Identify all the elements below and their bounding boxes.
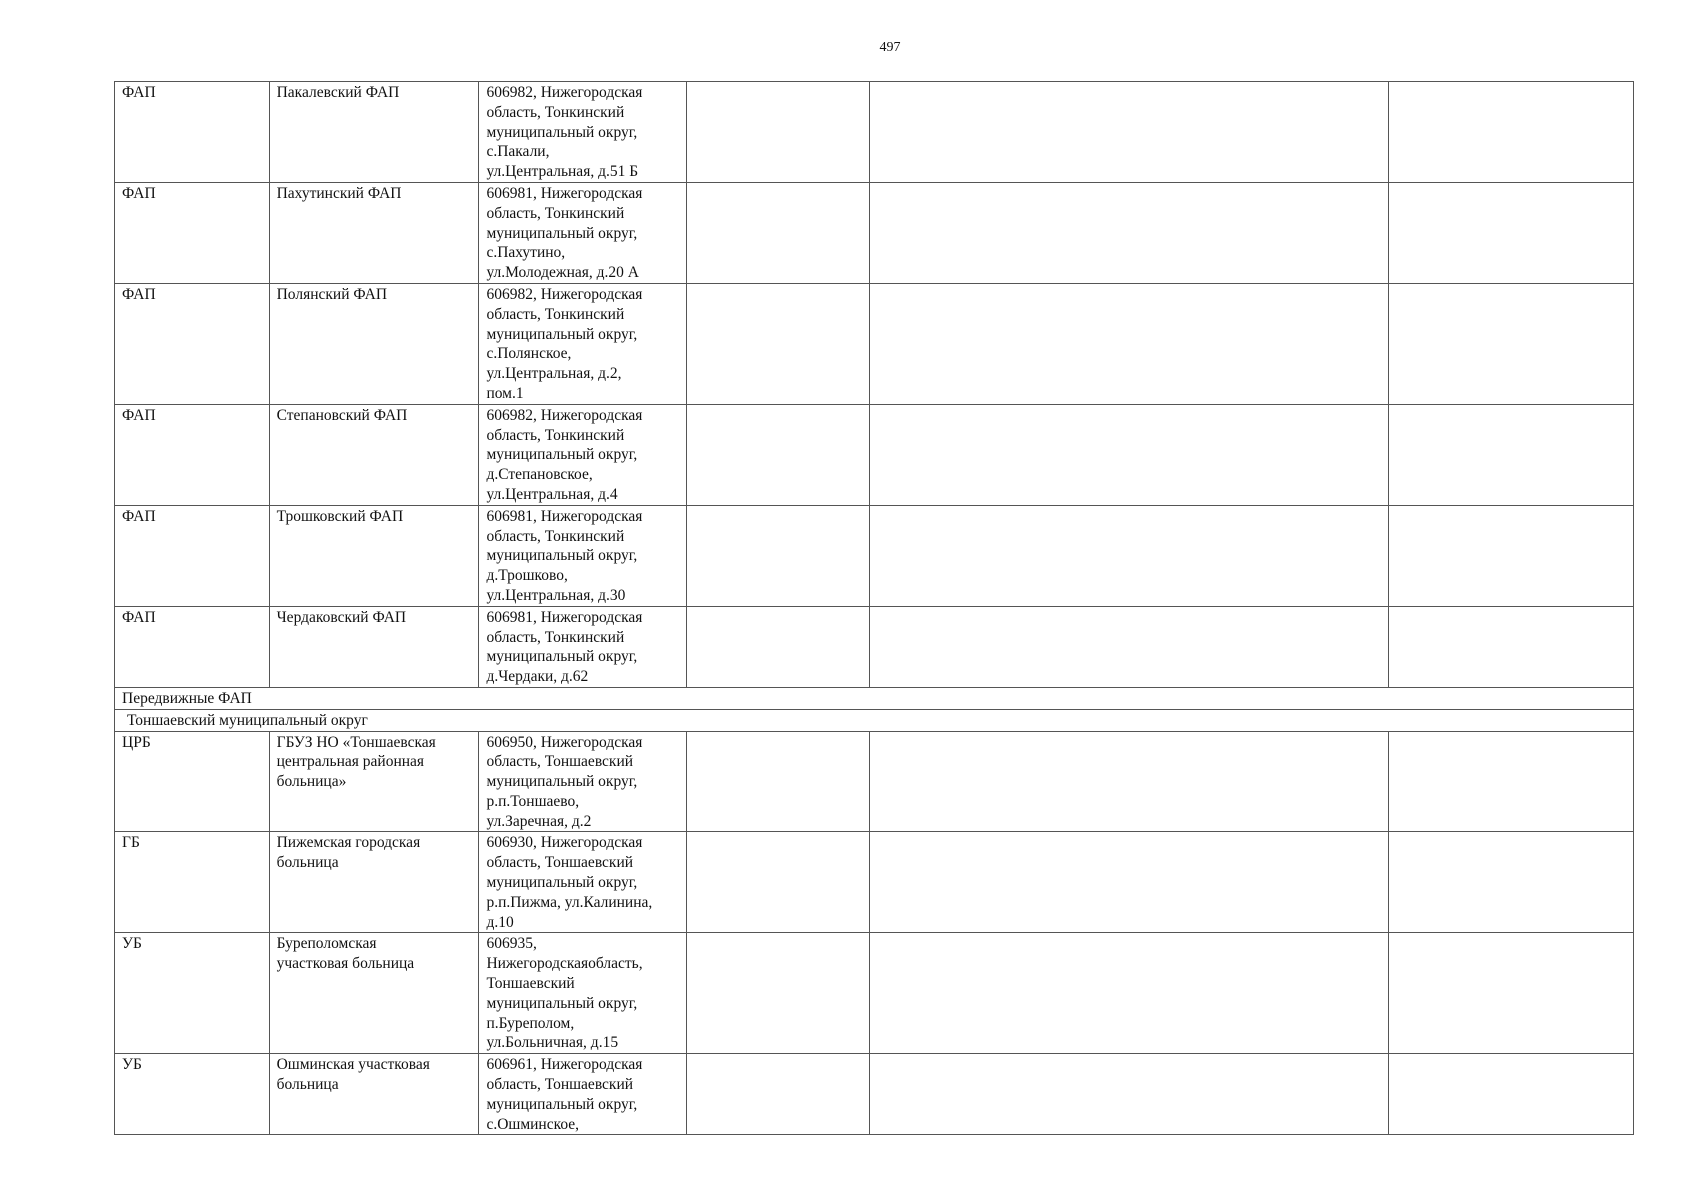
empty-cell bbox=[869, 182, 1388, 283]
table-row bbox=[115, 283, 1634, 404]
facilities-table-body bbox=[115, 82, 1634, 1135]
empty-cell bbox=[687, 505, 870, 606]
table-row bbox=[115, 731, 1634, 832]
table-row bbox=[115, 933, 1634, 1054]
section-title: Передвижные ФАП bbox=[115, 687, 1634, 709]
facility-name-cell: Трошковский ФАП bbox=[269, 505, 479, 606]
table-row bbox=[115, 182, 1634, 283]
empty-cell bbox=[687, 182, 870, 283]
facility-address-cell: 606982, Нижегородская область, Тонкинский муниципальный округ, д.Степановское, ул.Центральная, д.4 bbox=[479, 404, 687, 505]
table-row bbox=[115, 1054, 1634, 1135]
facility-type-cell: ФАП bbox=[115, 182, 270, 283]
facility-name-cell: Степановский ФАП bbox=[269, 404, 479, 505]
empty-cell bbox=[1389, 933, 1634, 1054]
empty-cell bbox=[869, 283, 1388, 404]
empty-cell bbox=[869, 404, 1388, 505]
facility-type-cell: ФАП bbox=[115, 283, 270, 404]
table-row bbox=[115, 404, 1634, 505]
empty-cell bbox=[1389, 283, 1634, 404]
section-row bbox=[115, 687, 1634, 709]
facility-type-cell: ФАП bbox=[115, 606, 270, 687]
facility-type-cell: ФАП bbox=[115, 82, 270, 183]
facility-name-cell: Пакалевский ФАП bbox=[269, 82, 479, 183]
facility-address-cell: 606950, Нижегородская область, Тоншаевский муниципальный округ, р.п.Тоншаево, ул.Заречная, д.2 bbox=[479, 731, 687, 832]
table-row bbox=[115, 505, 1634, 606]
facility-address-cell: 606935, Нижегородскаяобласть, Тоншаевский муниципальный округ, п.Буреполом, ул.Больничная, д.15 bbox=[479, 933, 687, 1054]
facility-address-cell: 606981, Нижегородская область, Тонкинский муниципальный округ, д.Трошково, ул.Центральная, д.30 bbox=[479, 505, 687, 606]
facility-name-cell: Чердаковский ФАП bbox=[269, 606, 479, 687]
empty-cell bbox=[687, 606, 870, 687]
facilities-table bbox=[114, 81, 1634, 1135]
facility-address-cell: 606930, Нижегородская область, Тоншаевский муниципальный округ, р.п.Пижма, ул.Калинина, д.10 bbox=[479, 832, 687, 933]
facility-name-cell: Пижемская городская больница bbox=[269, 832, 479, 933]
facility-address-cell: 606981, Нижегородская область, Тонкинский муниципальный округ, д.Чердаки, д.62 bbox=[479, 606, 687, 687]
empty-cell bbox=[1389, 832, 1634, 933]
facility-type-cell: УБ bbox=[115, 1054, 270, 1135]
empty-cell bbox=[1389, 82, 1634, 183]
empty-cell bbox=[687, 283, 870, 404]
empty-cell bbox=[687, 731, 870, 832]
facility-address-cell: 606982, Нижегородская область, Тонкинский муниципальный округ, с.Пакали, ул.Центральная, д.51 Б bbox=[479, 82, 687, 183]
table-row bbox=[115, 606, 1634, 687]
facility-type-cell: ФАП bbox=[115, 505, 270, 606]
section-title: Тоншаевский муниципальный округ bbox=[115, 709, 1634, 731]
empty-cell bbox=[687, 1054, 870, 1135]
empty-cell bbox=[1389, 404, 1634, 505]
page-number: 497 bbox=[879, 40, 901, 55]
facility-address-cell: 606982, Нижегородская область, Тонкинский муниципальный округ, с.Полянское, ул.Центральная, д.2, пом.1 bbox=[479, 283, 687, 404]
facility-address-cell: 606981, Нижегородская область, Тонкинский муниципальный округ, с.Пахутино, ул.Молодежная, д.20 А bbox=[479, 182, 687, 283]
empty-cell bbox=[687, 404, 870, 505]
empty-cell bbox=[687, 82, 870, 183]
facility-name-cell: Ошминская участковая больница bbox=[269, 1054, 479, 1135]
facility-type-cell: УБ bbox=[115, 933, 270, 1054]
empty-cell bbox=[869, 832, 1388, 933]
empty-cell bbox=[869, 505, 1388, 606]
facility-name-cell: ГБУЗ НО «Тоншаевская центральная районная больница» bbox=[269, 731, 479, 832]
facility-name-cell: Буреполомская участковая больница bbox=[269, 933, 479, 1054]
facility-type-cell: ЦРБ bbox=[115, 731, 270, 832]
empty-cell bbox=[869, 606, 1388, 687]
empty-cell bbox=[1389, 731, 1634, 832]
facility-type-cell: ФАП bbox=[115, 404, 270, 505]
empty-cell bbox=[1389, 182, 1634, 283]
facility-address-cell: 606961, Нижегородская область, Тоншаевский муниципальный округ, с.Ошминское, bbox=[479, 1054, 687, 1135]
table-row bbox=[115, 832, 1634, 933]
empty-cell bbox=[869, 933, 1388, 1054]
empty-cell bbox=[687, 832, 870, 933]
facility-type-cell: ГБ bbox=[115, 832, 270, 933]
section-row bbox=[115, 709, 1634, 731]
empty-cell bbox=[1389, 1054, 1634, 1135]
empty-cell bbox=[687, 933, 870, 1054]
facility-name-cell: Пахутинский ФАП bbox=[269, 182, 479, 283]
facility-name-cell: Полянский ФАП bbox=[269, 283, 479, 404]
empty-cell bbox=[1389, 505, 1634, 606]
empty-cell bbox=[1389, 606, 1634, 687]
empty-cell bbox=[869, 731, 1388, 832]
empty-cell bbox=[869, 82, 1388, 183]
table-row bbox=[115, 82, 1634, 183]
empty-cell bbox=[869, 1054, 1388, 1135]
